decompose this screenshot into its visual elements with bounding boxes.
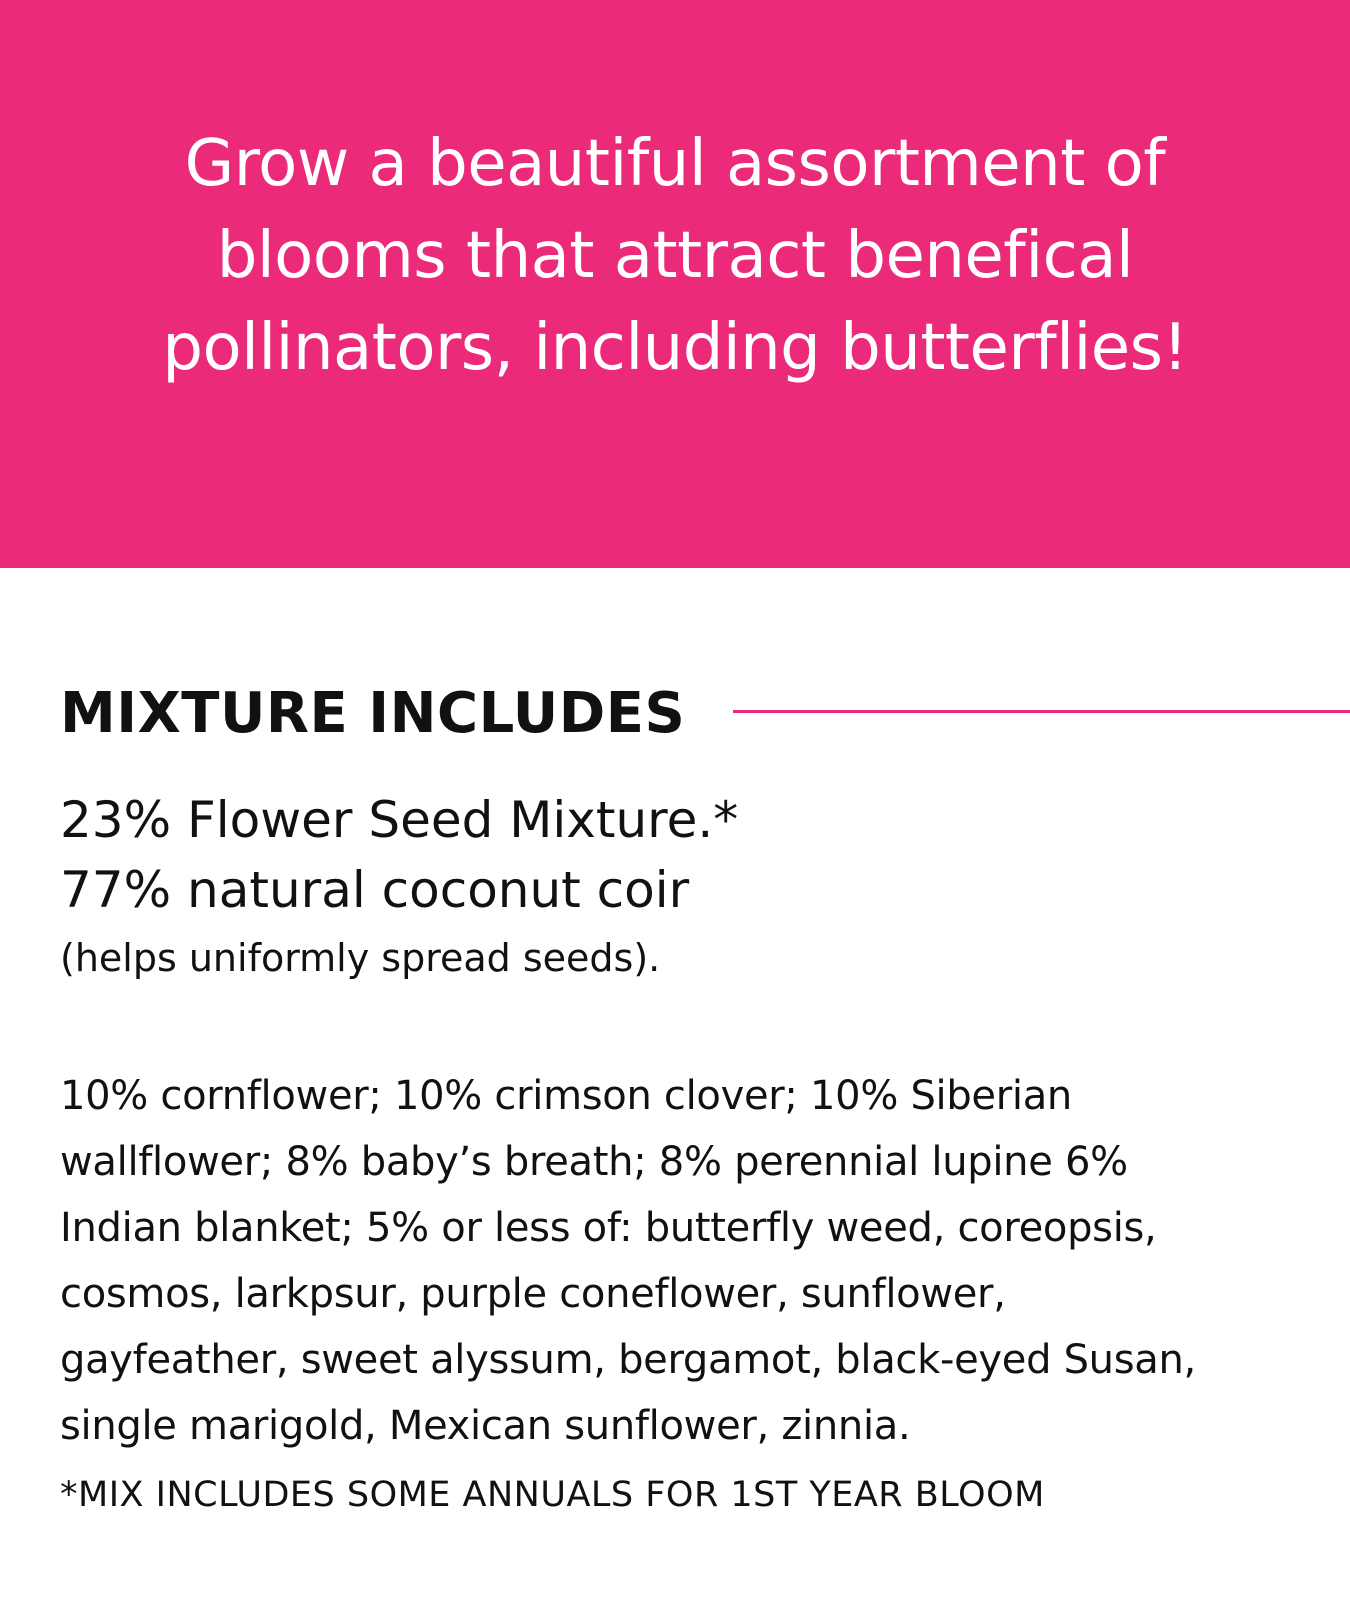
promo-banner xyxy=(0,0,1350,568)
composition-line: 23% Flower Seed Mixture.* xyxy=(60,791,739,849)
banner-headline xyxy=(75,118,1275,394)
species-line: Indian blanket; 5% or less of: butterfly weed, coreopsis, xyxy=(60,1205,1157,1251)
composition-block xyxy=(60,785,1300,987)
species-line: single marigold, Mexican sunflower, zinnia. xyxy=(60,1403,911,1449)
species-line: 10% cornflower; 10% crimson clover; 10% Siberian xyxy=(60,1073,1072,1119)
species-list xyxy=(60,1063,1320,1459)
species-line: wallflower; 8% baby’s breath; 8% perennial lupine 6% xyxy=(60,1139,1128,1185)
species-line: gayfeather, sweet alyssum, bergamot, black-eyed Susan, xyxy=(60,1337,1196,1383)
banner-line: pollinators, including butterflies! xyxy=(162,311,1188,385)
mixture-heading: MIXTURE INCLUDES xyxy=(60,680,686,746)
composition-line: 77% natural coconut coir xyxy=(60,861,690,919)
banner-line: Grow a beautiful assortment of xyxy=(184,127,1166,201)
annuals-footnote: *MIX INCLUDES SOME ANNUALS FOR 1ST YEAR BLOOM xyxy=(60,1475,1045,1515)
composition-note: (helps uniformly spread seeds). xyxy=(60,936,661,980)
heading-divider xyxy=(733,710,1350,713)
species-line: cosmos, larkpsur, purple coneflower, sunflower, xyxy=(60,1271,1006,1317)
banner-line: blooms that attract benefical xyxy=(216,219,1134,293)
mixture-heading-row xyxy=(60,680,1350,746)
